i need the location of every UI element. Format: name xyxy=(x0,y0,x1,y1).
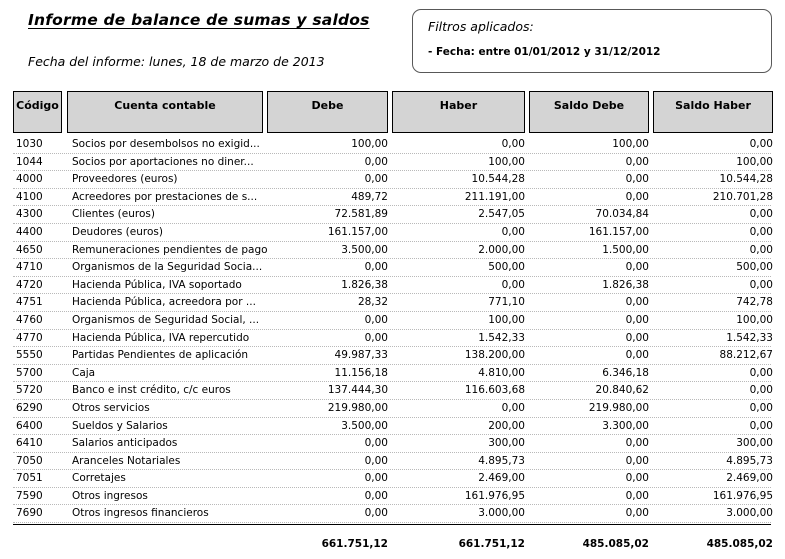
report-header xyxy=(0,0,785,88)
cell-debe: 1.826,38 xyxy=(341,278,388,291)
column-header-haber[interactable]: Haber xyxy=(392,91,525,133)
cell-saldo-haber: 2.469,00 xyxy=(726,472,773,485)
table-row[interactable] xyxy=(13,470,771,488)
cell-saldo-haber: 0,00 xyxy=(749,278,773,291)
cell-codigo: 4300 xyxy=(16,208,43,221)
cell-debe: 0,00 xyxy=(364,454,388,467)
cell-debe: 0,00 xyxy=(364,437,388,450)
cell-cuenta-contable: Remuneraciones pendientes de pago xyxy=(72,243,268,256)
cell-cuenta-contable: Salarios anticipados xyxy=(72,437,178,450)
cell-saldo-haber: 0,00 xyxy=(749,208,773,221)
table-row[interactable] xyxy=(13,400,771,418)
cell-haber: 211.191,00 xyxy=(464,190,525,203)
cell-codigo: 6400 xyxy=(16,419,43,432)
table-row[interactable] xyxy=(13,347,771,365)
cell-saldo-debe: 0,00 xyxy=(625,472,649,485)
column-header-debe[interactable]: Debe xyxy=(267,91,388,133)
cell-cuenta-contable: Otros ingresos financieros xyxy=(72,507,209,520)
cell-saldo-haber: 1.542,33 xyxy=(726,331,773,344)
cell-saldo-debe: 100,00 xyxy=(612,138,649,150)
cell-saldo-haber: 500,00 xyxy=(736,261,773,274)
cell-saldo-debe: 3.300,00 xyxy=(602,419,649,432)
column-header-saldo-haber[interactable]: Saldo Haber xyxy=(653,91,773,133)
cell-saldo-haber: 0,00 xyxy=(749,243,773,256)
cell-saldo-haber: 100,00 xyxy=(736,155,773,168)
cell-saldo-haber: 0,00 xyxy=(749,401,773,414)
cell-codigo: 4720 xyxy=(16,278,43,291)
cell-haber: 4.895,73 xyxy=(478,454,525,467)
cell-saldo-debe: 0,00 xyxy=(625,173,649,186)
cell-codigo: 4770 xyxy=(16,331,43,344)
cell-cuenta-contable: Caja xyxy=(72,366,96,379)
balance-table xyxy=(13,91,771,559)
cell-debe: 0,00 xyxy=(364,331,388,344)
cell-haber: 2.000,00 xyxy=(478,243,525,256)
table-row[interactable] xyxy=(13,154,771,172)
report-date-label: Fecha del informe: xyxy=(28,54,146,69)
table-row[interactable] xyxy=(13,382,771,400)
column-header-cuenta-contable[interactable]: Cuenta contable xyxy=(67,91,263,133)
report-date xyxy=(28,54,325,69)
total-saldo-debe: 485.085,02 xyxy=(582,538,649,551)
cell-codigo: 4000 xyxy=(16,173,43,186)
cell-saldo-debe: 0,00 xyxy=(625,437,649,450)
cell-saldo-debe: 0,00 xyxy=(625,454,649,467)
column-header-codigo[interactable]: Código xyxy=(13,91,62,133)
cell-codigo: 6290 xyxy=(16,401,43,414)
page-title: Informe de balance de sumas y saldos xyxy=(28,11,370,29)
cell-cuenta-contable: Banco e inst crédito, c/c euros xyxy=(72,384,231,397)
cell-haber: 0,00 xyxy=(501,401,525,414)
cell-saldo-haber: 3.000,00 xyxy=(726,507,773,520)
cell-cuenta-contable: Hacienda Pública, IVA repercutido xyxy=(72,331,250,344)
cell-debe: 72.581,89 xyxy=(334,208,388,221)
cell-saldo-haber: 742,78 xyxy=(736,296,773,309)
cell-debe: 28,32 xyxy=(357,296,388,309)
cell-haber: 0,00 xyxy=(501,138,525,150)
cell-haber: 10.544,28 xyxy=(471,173,525,186)
cell-debe: 0,00 xyxy=(364,173,388,186)
cell-saldo-debe: 20.840,62 xyxy=(595,384,649,397)
cell-codigo: 4751 xyxy=(16,296,43,309)
cell-cuenta-contable: Hacienda Pública, acreedora por ... xyxy=(72,296,256,309)
totals-row xyxy=(13,524,771,559)
cell-cuenta-contable: Clientes (euros) xyxy=(72,208,155,221)
cell-debe: 489,72 xyxy=(351,190,388,203)
cell-debe: 0,00 xyxy=(364,261,388,274)
table-row[interactable] xyxy=(13,312,771,330)
cell-haber: 0,00 xyxy=(501,278,525,291)
table-row[interactable] xyxy=(13,488,771,506)
cell-saldo-debe: 0,00 xyxy=(625,349,649,362)
cell-codigo: 5550 xyxy=(16,349,43,362)
cell-saldo-debe: 161.157,00 xyxy=(588,225,649,238)
cell-debe: 49.987,33 xyxy=(334,349,388,362)
cell-debe: 137.444,30 xyxy=(327,384,388,397)
cell-saldo-debe: 0,00 xyxy=(625,190,649,203)
cell-saldo-debe: 0,00 xyxy=(625,489,649,502)
cell-codigo: 1030 xyxy=(16,138,43,150)
cell-haber: 4.810,00 xyxy=(478,366,525,379)
applied-filters-box xyxy=(412,9,772,73)
table-row[interactable] xyxy=(13,171,771,189)
table-row[interactable] xyxy=(13,418,771,436)
table-row[interactable] xyxy=(13,259,771,277)
total-saldo-haber: 485.085,02 xyxy=(706,538,773,551)
cell-haber: 300,00 xyxy=(488,437,525,450)
cell-saldo-debe: 0,00 xyxy=(625,261,649,274)
cell-debe: 3.500,00 xyxy=(341,419,388,432)
cell-debe: 100,00 xyxy=(351,138,388,150)
table-row[interactable] xyxy=(13,453,771,471)
cell-codigo: 7590 xyxy=(16,489,43,502)
applied-filter-item: - Fecha: entre 01/01/2012 y 31/12/2012 xyxy=(428,46,661,58)
cell-debe: 0,00 xyxy=(364,507,388,520)
table-row[interactable] xyxy=(13,330,771,348)
table-row[interactable] xyxy=(13,294,771,312)
cell-haber: 771,10 xyxy=(488,296,525,309)
cell-haber: 100,00 xyxy=(488,155,525,168)
cell-saldo-haber: 0,00 xyxy=(749,225,773,238)
cell-cuenta-contable: Sueldos y Salarios xyxy=(72,419,168,432)
cell-saldo-haber: 0,00 xyxy=(749,384,773,397)
table-row[interactable] xyxy=(13,505,771,523)
cell-debe: 0,00 xyxy=(364,472,388,485)
table-row[interactable] xyxy=(13,365,771,383)
cell-saldo-haber: 0,00 xyxy=(749,138,773,150)
table-row[interactable] xyxy=(13,277,771,295)
cell-saldo-debe: 219.980,00 xyxy=(588,401,649,414)
cell-codigo: 6410 xyxy=(16,437,43,450)
cell-cuenta-contable: Organismos de la Seguridad Socia... xyxy=(72,261,263,274)
cell-codigo: 4100 xyxy=(16,190,43,203)
cell-codigo: 5720 xyxy=(16,384,43,397)
cell-codigo: 5700 xyxy=(16,366,43,379)
cell-saldo-haber: 300,00 xyxy=(736,437,773,450)
cell-saldo-haber: 10.544,28 xyxy=(719,173,773,186)
cell-saldo-haber: 88.212,67 xyxy=(719,349,773,362)
cell-saldo-debe: 1.826,38 xyxy=(602,278,649,291)
cell-saldo-debe: 0,00 xyxy=(625,313,649,326)
table-row[interactable] xyxy=(13,242,771,260)
cell-debe: 219.980,00 xyxy=(327,401,388,414)
cell-codigo: 4760 xyxy=(16,313,43,326)
cell-haber: 100,00 xyxy=(488,313,525,326)
cell-cuenta-contable: Hacienda Pública, IVA soportado xyxy=(72,278,242,291)
cell-saldo-haber: 4.895,73 xyxy=(726,454,773,467)
cell-haber: 2.547,05 xyxy=(478,208,525,221)
cell-debe: 3.500,00 xyxy=(341,243,388,256)
total-haber: 661.751,12 xyxy=(458,538,525,551)
cell-cuenta-contable: Socios por desembolsos no exigid... xyxy=(72,138,260,150)
cell-cuenta-contable: Corretajes xyxy=(72,472,126,485)
cell-codigo: 7051 xyxy=(16,472,43,485)
cell-debe: 0,00 xyxy=(364,155,388,168)
cell-codigo: 4650 xyxy=(16,243,43,256)
cell-cuenta-contable: Acreedores por prestaciones de s... xyxy=(72,190,258,203)
cell-debe: 161.157,00 xyxy=(327,225,388,238)
applied-filters-title: Filtros aplicados: xyxy=(428,19,534,34)
table-row[interactable] xyxy=(13,224,771,242)
cell-haber: 500,00 xyxy=(488,261,525,274)
cell-saldo-debe: 0,00 xyxy=(625,331,649,344)
total-debe: 661.751,12 xyxy=(321,538,388,551)
cell-codigo: 7690 xyxy=(16,507,43,520)
cell-debe: 0,00 xyxy=(364,489,388,502)
cell-haber: 0,00 xyxy=(501,225,525,238)
cell-saldo-debe: 0,00 xyxy=(625,507,649,520)
cell-haber: 161.976,95 xyxy=(464,489,525,502)
cell-saldo-haber: 0,00 xyxy=(749,366,773,379)
cell-haber: 200,00 xyxy=(488,419,525,432)
cell-cuenta-contable: Aranceles Notariales xyxy=(72,454,181,467)
cell-saldo-debe: 70.034,84 xyxy=(595,208,649,221)
cell-cuenta-contable: Proveedores (euros) xyxy=(72,173,178,186)
table-header-row xyxy=(13,91,771,133)
cell-saldo-debe: 0,00 xyxy=(625,155,649,168)
table-row[interactable] xyxy=(13,136,771,154)
column-header-saldo-debe[interactable]: Saldo Debe xyxy=(529,91,649,133)
cell-saldo-haber: 100,00 xyxy=(736,313,773,326)
cell-cuenta-contable: Organismos de Seguridad Social, ... xyxy=(72,313,260,326)
report-date-value: lunes, 18 de marzo de 2013 xyxy=(149,54,325,69)
cell-cuenta-contable: Otros ingresos xyxy=(72,489,148,502)
table-row[interactable] xyxy=(13,189,771,207)
cell-saldo-debe: 6.346,18 xyxy=(602,366,649,379)
cell-cuenta-contable: Partidas Pendientes de aplicación xyxy=(72,349,249,362)
cell-cuenta-contable: Otros servicios xyxy=(72,401,150,414)
cell-cuenta-contable: Socios por aportaciones no diner... xyxy=(72,155,254,168)
cell-haber: 116.603,68 xyxy=(464,384,525,397)
cell-saldo-haber: 210.701,28 xyxy=(712,190,773,203)
cell-codigo: 7050 xyxy=(16,454,43,467)
table-row[interactable] xyxy=(13,435,771,453)
cell-haber: 1.542,33 xyxy=(478,331,525,344)
cell-saldo-haber: 0,00 xyxy=(749,419,773,432)
cell-saldo-debe: 1.500,00 xyxy=(602,243,649,256)
cell-codigo: 1044 xyxy=(16,155,43,168)
cell-haber: 138.200,00 xyxy=(464,349,525,362)
cell-haber: 3.000,00 xyxy=(478,507,525,520)
cell-haber: 2.469,00 xyxy=(478,472,525,485)
cell-codigo: 4710 xyxy=(16,261,43,274)
cell-debe: 0,00 xyxy=(364,313,388,326)
table-row[interactable] xyxy=(13,206,771,224)
cell-codigo: 4400 xyxy=(16,225,43,238)
cell-debe: 11.156,18 xyxy=(334,366,388,379)
cell-saldo-haber: 161.976,95 xyxy=(712,489,773,502)
table-body xyxy=(13,136,771,523)
cell-cuenta-contable: Deudores (euros) xyxy=(72,225,163,238)
cell-saldo-debe: 0,00 xyxy=(625,296,649,309)
